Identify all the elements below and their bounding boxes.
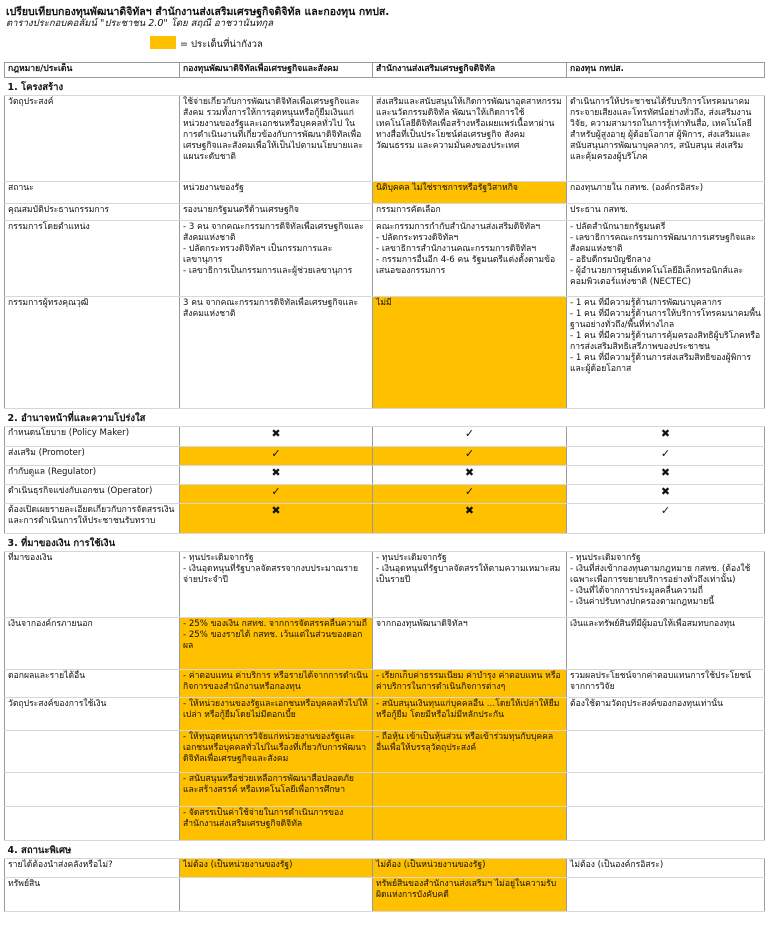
table-cell xyxy=(373,773,567,807)
header-digital-fund: กองทุนพัฒนาดิจิทัลเพื่อเศรษฐกิจและสังคม xyxy=(180,63,373,78)
table-row xyxy=(5,504,765,534)
table-cell: ไม่มี xyxy=(373,297,567,409)
table-row xyxy=(5,447,765,466)
table-cell: ดำเนินการให้ประชาชนได้รับบริการโทรคมนาคม กระจายเสียงและโทรทัศน์อย่างทั่วถึง, ส่งเสริมงานวิจัย, ความสามารถในการรู้เท่าทันสื่อ, เทคโนโลยีสำหรับผู้สูงอายุ ผู้ด้อยโอกาส ผู้พิการ, ส่งเสริมและสนับสนุนการพัฒนาบุคลากร, สนับสนุน ส่งเสริม และคุ้มครองผู้บริโภค xyxy=(567,96,765,182)
section-header-row xyxy=(5,78,765,96)
table-cell: - 25% ของเงิน กสทช. จากการจัดสรรคลื่นความถี่ - 25% ของรายได้ กสทช. เว้นแต่ในส่วนของดอกผล xyxy=(180,618,373,670)
section-header-row xyxy=(5,409,765,427)
row-label xyxy=(5,807,180,841)
cross-icon: ✖ xyxy=(567,466,765,485)
table-cell: นิติบุคคล ไม่ใช่ราชการหรือรัฐวิสาหกิจ xyxy=(373,182,567,204)
table-cell: เงินและทรัพย์สินที่มีผู้มอบให้เพื่อสมทบกองทุน xyxy=(567,618,765,670)
table-row xyxy=(5,670,765,698)
table-cell: - เรียกเก็บค่าธรรมเนียม ค่าบำรุง ค่าตอบแทน หรือค่าบริการในการดำเนินกิจการต่างๆ xyxy=(373,670,567,698)
table-cell: กรรมการคัดเลือก xyxy=(373,204,567,221)
row-label: ต้องเปิดเผยรายละเอียดเกี่ยวกับการจัดสรรเงินและการดำเนินการให้ประชาชนรับทราบ xyxy=(5,504,180,534)
table-cell: ต้องใช้ตามวัตถุประสงค์ของกองทุนเท่านั้น xyxy=(567,698,765,731)
table-row xyxy=(5,221,765,297)
row-label: กรรมการโดยตำแหน่ง xyxy=(5,221,180,297)
table-cell xyxy=(567,731,765,773)
table-cell: คณะกรรมการกำกับสำนักงานส่งเสริมดิจิทัลฯ - ปลัดกระทรวงดิจิทัลฯ - เลขาธิการสำนักงานคณะกรรมการดิจิทัลฯ - กรรมการอื่นอีก 4-6 คน รัฐมนตรีแต่งตั้งตามข้อเสนอของกรรมการ xyxy=(373,221,567,297)
table-cell xyxy=(567,773,765,807)
table-row xyxy=(5,182,765,204)
page-subtitle: ตารางประกอบคอลัมน์ "ประชาชน 2.0" โดย สฤณี อาชวานันทกุล xyxy=(6,18,274,29)
row-label: กำหนดนโยบาย (Policy Maker) xyxy=(5,427,180,447)
row-label: คุณสมบัติประธานกรรมการ xyxy=(5,204,180,221)
row-label: กรรมการผู้ทรงคุณวุฒิ xyxy=(5,297,180,409)
table-cell: - 1 คน ที่มีความรู้ด้านการพัฒนาบุคลากร - 1 คน ที่มีความรู้ด้านการให้บริการโทรคมนาคมพื้นฐานอย่างทั่วถึง/พื้นที่ห่างไกล - 1 คน ที่มีความรู้ด้านการคุ้มครองสิทธิผู้บริโภคหรือการส่งเสริมสิทธิเสรีภาพของประชาชน - 1 คน ที่มีความรู้ด้านการส่งเสริมสิทธิของผู้พิการและผู้ด้อยโอกาส xyxy=(567,297,765,409)
check-icon: ✓ xyxy=(373,427,567,447)
table-row xyxy=(5,297,765,409)
table-row xyxy=(5,859,765,878)
legend-label: = ประเด็นที่น่ากังวล xyxy=(180,39,263,50)
check-icon: ✓ xyxy=(180,447,373,466)
section-title: 2. อำนาจหน้าที่และความโปร่งใส xyxy=(5,409,765,427)
table-cell: ทรัพย์สินของสำนักงานส่งเสริมฯ ไม่อยู่ในความรับผิดแห่งการบังคับคดี xyxy=(373,878,567,912)
cross-icon: ✖ xyxy=(567,485,765,504)
table-row xyxy=(5,878,765,912)
table-cell: - สนับสนุนหรือช่วยเหลือการพัฒนาสื่อปลอดภัยและสร้างสรรค์ หรือเทคโนโลยีเพื่อการศึกษา xyxy=(180,773,373,807)
section-title: 1. โครงสร้าง xyxy=(5,78,765,96)
table-cell xyxy=(567,878,765,912)
table-cell: ไม่ต้อง (เป็นองค์กรอิสระ) xyxy=(567,859,765,878)
check-icon: ✓ xyxy=(373,485,567,504)
page-title: เปรียบเทียบกองทุนพัฒนาดิจิทัลฯ สำนักงานส่งเสริมเศรษฐกิจดิจิทัล และกองทุน กทปส. xyxy=(6,6,390,18)
table-cell: - ค่าตอบแทน ค่าบริการ หรือรายได้จากการดำเนินกิจการของสำนักงานหรือกองทุน xyxy=(180,670,373,698)
cross-icon: ✖ xyxy=(180,427,373,447)
table-row xyxy=(5,427,765,447)
table-cell: ประธาน กสทช. xyxy=(567,204,765,221)
table-row xyxy=(5,96,765,182)
section-title: 4. สถานะพิเศษ xyxy=(5,841,765,859)
table-cell: - จัดสรรเป็นค่าใช้จ่ายในการดำเนินการของสำนักงานส่งเสริมเศรษฐกิจดิจิทัล xyxy=(180,807,373,841)
table-row xyxy=(5,552,765,618)
table-cell xyxy=(373,807,567,841)
table-cell: หน่วยงานของรัฐ xyxy=(180,182,373,204)
table-cell: - สนับสนุนเงินทุนแก่บุคคลอื่น …โดยให้เปล่าให้ยืมหรือกู้ยืม โดยมีหรือไม่มีหลักประกัน xyxy=(373,698,567,731)
row-label: กำกับดูแล (Regulator) xyxy=(5,466,180,485)
check-icon: ✓ xyxy=(567,504,765,534)
section-header-row xyxy=(5,841,765,859)
table-cell xyxy=(567,807,765,841)
table-cell: - ทุนประเดิมจากรัฐ - เงินอุดหนุนที่รัฐบาลจัดสรรจากงบประมาณรายจ่ายประจำปี xyxy=(180,552,373,618)
table-row xyxy=(5,698,765,731)
row-label: วัตถุประสงค์ xyxy=(5,96,180,182)
table-cell: - ถือหุ้น เข้าเป็นหุ้นส่วน หรือเข้าร่วมทุนกับบุคคลอื่นเพื่อให้บรรลุวัตถุประสงค์ xyxy=(373,731,567,773)
table-cell: กองทุนภายใน กสทช. (องค์กรอิสระ) xyxy=(567,182,765,204)
cross-icon: ✖ xyxy=(180,466,373,485)
cross-icon: ✖ xyxy=(373,466,567,485)
table-header-row xyxy=(5,63,765,78)
cross-icon: ✖ xyxy=(180,504,373,534)
table-cell: - ให้ทุนอุดหนุนการวิจัยแก่หน่วยงานของรัฐและเอกชนหรือบุคคลทั่วไปในเรื่องที่เกี่ยวกับการพัฒนาดิจิทัลเพื่อเศรษฐกิจและสังคม xyxy=(180,731,373,773)
row-label: ทรัพย์สิน xyxy=(5,878,180,912)
table-cell: รวมผลประโยชน์จากค่าตอบแทนการใช้ประโยชน์จากการวิจัย xyxy=(567,670,765,698)
table-row xyxy=(5,466,765,485)
row-label: ที่มาของเงิน xyxy=(5,552,180,618)
row-label: เงินจากองค์กรภายนอก xyxy=(5,618,180,670)
table-cell: ส่งเสริมและสนับสนุนให้เกิดการพัฒนาอุตสาหกรรมและนวัตกรรมดิจิทัล พัฒนาให้เกิดการใช้เทคโนโลยีดิจิทัลเพื่อสร้างหรือเผยแพร่เนื้อหาผ่านทางสื่อที่เป็นประโยชน์ต่อเศรษฐกิจ สังคม วัฒนธรรม และความมั่นคงของประเทศ xyxy=(373,96,567,182)
table-cell: - ทุนประเดิมจากรัฐ - เงินที่ส่งเข้ากองทุนตามกฎหมาย กสทช. (ต้องใช้เฉพาะเพื่อการขยายบริการอย่างทั่วถึงเท่านั้น) - เงินที่ได้จากการประมูลคลื่นความถี่ - เงินค่าปรับทางปกครองตามกฎหมายนี้ xyxy=(567,552,765,618)
table-row xyxy=(5,618,765,670)
row-label xyxy=(5,731,180,773)
row-label: วัตถุประสงค์ของการใช้เงิน xyxy=(5,698,180,731)
check-icon: ✓ xyxy=(373,447,567,466)
header-btfp-fund: กองทุน กทปส. xyxy=(567,63,765,78)
legend-swatch xyxy=(150,36,176,49)
table-row xyxy=(5,485,765,504)
row-label: ส่งเสริม (Promoter) xyxy=(5,447,180,466)
table-cell: ไม่ต้อง (เป็นหน่วยงานของรัฐ) xyxy=(180,859,373,878)
table-cell: 3 คน จากคณะกรรมการดิจิทัลเพื่อเศรษฐกิจและสังคมแห่งชาติ xyxy=(180,297,373,409)
header-topic: กฎหมาย/ประเด็น xyxy=(5,63,180,78)
table-cell: - 3 คน จากคณะกรรมการดิจิทัลเพื่อเศรษฐกิจและสังคมแห่งชาติ - ปลัดกระทรวงดิจิทัลฯ เป็นกรรมการและเลขานุการ - เลขาธิการเป็นกรรมการและผู้ช่วยเลขานุการ xyxy=(180,221,373,297)
check-icon: ✓ xyxy=(567,447,765,466)
check-icon: ✓ xyxy=(180,485,373,504)
cross-icon: ✖ xyxy=(373,504,567,534)
row-label: ดำเนินธุรกิจแข่งกับเอกชน (Operator) xyxy=(5,485,180,504)
cross-icon: ✖ xyxy=(567,427,765,447)
table-row xyxy=(5,773,765,807)
row-label: สถานะ xyxy=(5,182,180,204)
row-label: ดอกผลและรายได้อื่น xyxy=(5,670,180,698)
table-cell xyxy=(180,878,373,912)
table-cell: - ปลัดสำนักนายกรัฐมนตรี - เลขาธิการคณะกรรมการพัฒนาการเศรษฐกิจและสังคมแห่งชาติ - อธิบดีกรมบัญชีกลาง - ผู้อำนวยการศูนย์เทคโนโลยีอิเล็กทรอนิกส์และคอมพิวเตอร์แห่งชาติ (NECTEC) xyxy=(567,221,765,297)
table-cell: ใช้จ่ายเกี่ยวกับการพัฒนาดิจิทัลเพื่อเศรษฐกิจและสังคม รวมทั้งการให้การอุดหนุนหรือกู้ยืมเงินแก่หน่วยงานของรัฐและเอกชนหรือบุคคลทั่วไป ในการดำเนินงานที่เกี่ยวข้องกับการพัฒนาดิจิทัลเพื่อเศรษฐกิจและสังคมเพื่อให้เป็นไปตามนโยบายและแผนระดับชาติ xyxy=(180,96,373,182)
comparison-table xyxy=(4,62,765,912)
table-row xyxy=(5,204,765,221)
table-cell: รองนายกรัฐมนตรีด้านเศรษฐกิจ xyxy=(180,204,373,221)
table-cell: - ทุนประเดิมจากรัฐ - เงินอุดหนุนที่รัฐบาลจัดสรรให้ตามความเหมาะสมเป็นรายปี xyxy=(373,552,567,618)
row-label xyxy=(5,773,180,807)
table-cell: ไม่ต้อง (เป็นหน่วยงานของรัฐ) xyxy=(373,859,567,878)
table-row xyxy=(5,807,765,841)
section-header-row xyxy=(5,534,765,552)
header-depa: สำนักงานส่งเสริมเศรษฐกิจดิจิทัล xyxy=(373,63,567,78)
row-label: รายได้ต้องนำส่งคลังหรือไม่? xyxy=(5,859,180,878)
table-cell: จากกองทุนพัฒนาดิจิทัลฯ xyxy=(373,618,567,670)
section-title: 3. ที่มาของเงิน การใช้เงิน xyxy=(5,534,765,552)
table-cell: - ให้หน่วยงานของรัฐและเอกชนหรือบุคคลทั่วไปให้เปล่า หรือกู้ยืมโดยไม่มีดอกเบี้ย xyxy=(180,698,373,731)
table-row xyxy=(5,731,765,773)
